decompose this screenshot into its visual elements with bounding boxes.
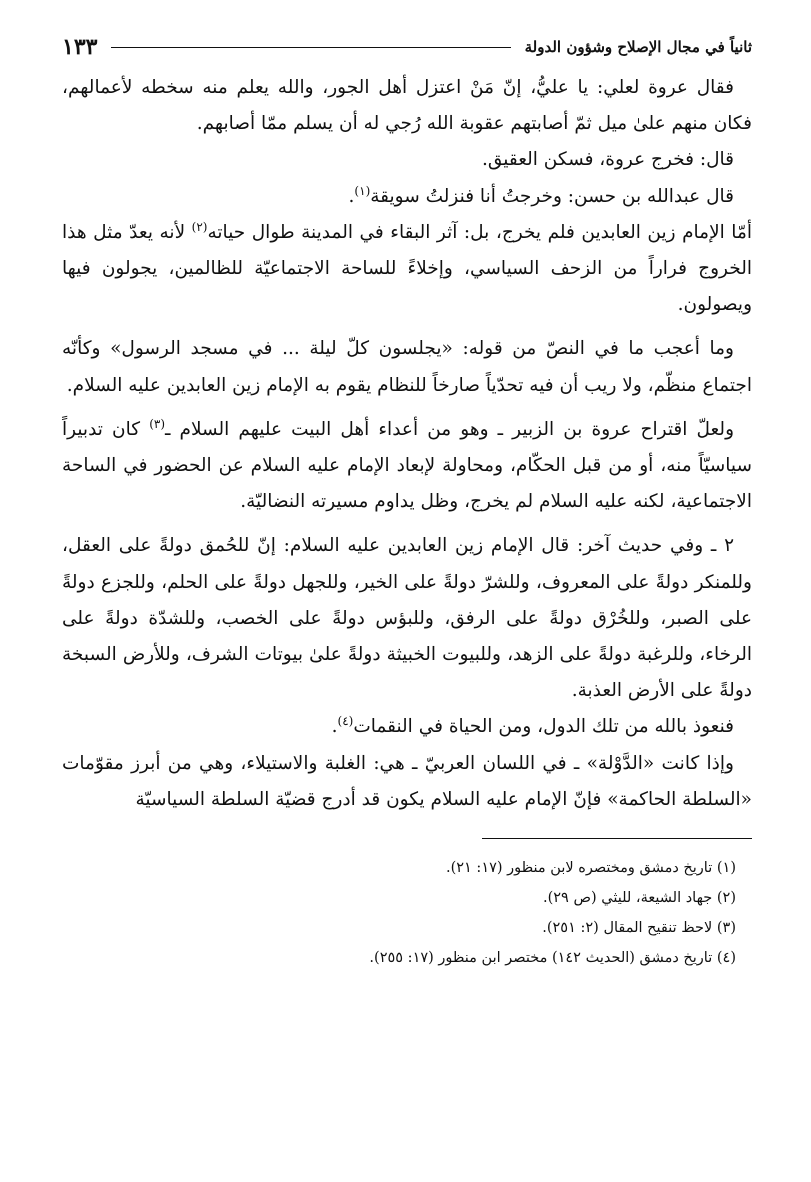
footnote-marker: (٣): [149, 416, 166, 431]
paragraph-4: [62, 215, 752, 324]
body-text: [62, 70, 752, 818]
footnote-2: (٢) جهاد الشيعة، لليثي (ص ٢٩).: [542, 890, 736, 907]
footnote-3: (٣) لاحظ تنقيح المقال (٢: ٢٥١).: [542, 920, 736, 937]
paragraph-text: فقال عروة لعلي: يا عليُّ، إنّ مَنْ اعتزل أهل الجور، والله يعلم منه سخطه لأعمالهم، فكان منهم علىٰ ميل ثمّ أصابتهم عقوبة الله رُجي له أن يسلم ممّا أصابهم.: [62, 77, 752, 135]
running-title: ثانياً في مجال الإصلاح وشؤون الدولة: [524, 38, 752, 56]
paragraph-tail: لأنه يعدّ مثل هذا الخروج فراراً من الزحف السياسي، وإخلاءً للساحة الاجتماعيّة للظالمين، يجولون فيها ويصولون.: [62, 221, 752, 316]
paragraph-2: [62, 142, 752, 178]
running-header: [62, 30, 752, 64]
paragraph-9: [62, 746, 752, 818]
header-rule: [111, 47, 510, 48]
paragraph-1: [62, 70, 752, 142]
paragraph-tail: .: [348, 185, 355, 207]
footnote-marker: (٤): [337, 714, 354, 729]
paragraph-7: [62, 528, 752, 709]
paragraph-text: ولعلّ اقتراح عروة بن الزبير ـ وهو من أعداء أهل البيت عليهم السلام ـ: [165, 418, 734, 440]
paragraph-5: [62, 331, 752, 403]
paragraph-3: [62, 179, 752, 215]
paragraph-text: فنعوذ بالله من تلك الدول، ومن الحياة في النقمات: [353, 716, 734, 738]
paragraph-text: وإذا كانت «الدَّوْلة» ـ في اللسان العربيّ ـ هي: الغلبة والاستيلاء، وهي من أبرز مقوّمات «السلطة الحاكمة» فإنّ الإمام عليه السلام يكون قد أدرج قضيّة السلطة السياسيّة: [62, 752, 752, 810]
footnotes: [62, 853, 752, 973]
paragraph-text: ٢ ـ وفي حديث آخر: قال الإمام زين العابدين عليه السلام: إنّ للحُمق دولةً على العقل، وللمنكر دولةً على المعروف، وللشرّ دولةً على الخير، وللجهل دولةً على الحلم، وللجزع دولةً على الصبر، وللخُرْق دولةً على الرفق، وللبؤس دولةً على الخصب، وللشدّة دولةً على الرخاء، وللرغبة دولةً على الزهد، وللبيوت الخبيثة دولةً علىٰ بيوتات الشرف، وللأرض السبخة دولةً على الأرض العذبة.: [62, 535, 752, 702]
paragraph-text: قال: فخرج عروة، فسكن العقيق.: [481, 149, 734, 171]
paragraph-tail: .: [331, 716, 338, 738]
paragraph-8: [62, 709, 752, 745]
footnote-marker: (٢): [191, 219, 208, 234]
paragraph-text: أمّا الإمام زين العابدين فلم يخرج، بل: آثر البقاء في المدينة طوال حياته: [207, 221, 752, 243]
paragraph-tail: كان تدبيراً سياسيّاً منه، أو من قبل الحكّام، ومحاولة لإبعاد الإمام عليه السلام عن الحضور في الساحة الاجتماعية، لكنه عليه السلام لم يخرج، وظل يداوم مسيرته النضاليّة.: [62, 418, 752, 513]
book-page: [62, 30, 752, 973]
footnote-1: (١) تاريخ دمشق ومختصره لابن منظور (١٧: ٢١).: [445, 860, 736, 877]
footnote-marker: (١): [354, 183, 371, 198]
paragraph-text: وما أعجب ما في النصّ من قوله: «يجلسون كلّ ليلة ... في مسجد الرسول» وكأنّه اجتماع منظّم، ولا ريب أن فيه تحدّياً صارخاً للنظام يقوم به الإمام زين العابدين عليه السلام.: [62, 338, 752, 396]
footnote-separator: [482, 838, 752, 839]
footnote-4: (٤) تاريخ دمشق (الحديث ١٤٢) مختصر ابن منظور (١٧: ٢٥٥).: [369, 950, 736, 967]
paragraph-text: قال عبدالله بن حسن: وخرجتُ أنا فنزلتُ سويقة: [370, 185, 734, 207]
page-number: ١٣٣: [62, 34, 98, 60]
paragraph-6: [62, 412, 752, 521]
